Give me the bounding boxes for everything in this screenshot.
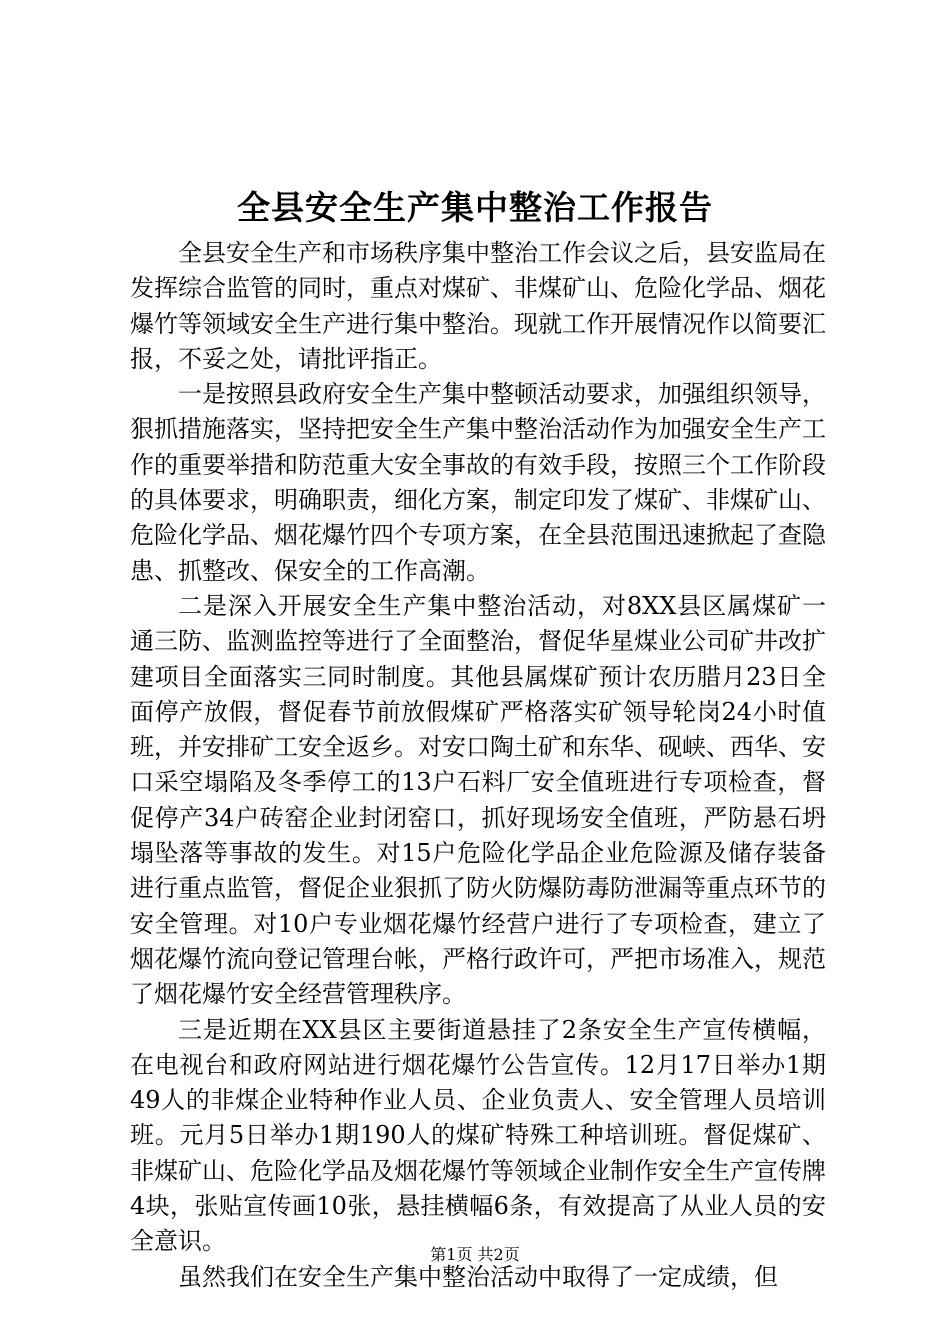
page-footer: 第1页 共2页 — [430, 1245, 520, 1264]
paragraph-continuation: 虽然我们在安全生产集中整治活动中取得了一定成绩，但 — [178, 1262, 778, 1291]
paragraph-intro: 全县安全生产和市场秩序集中整治工作会议之后，县安监局在发挥综合监管的同时，重点对煤矿、非煤矿山、危险化学品、烟花爆竹等领域安全生产进行集中整治。现就工作开展情况作以简要汇报，不妥之处，请批评指正。 — [130, 239, 826, 373]
document-body — [130, 236, 826, 1295]
paragraph-point-one: 一是按照县政府安全生产集中整顿活动要求，加强组织领导，狠抓措施落实，坚持把安全生产集中整治活动作为加强安全生产工作的重要举措和防范重大安全事故的有效手段，按照三个工作阶段的具体要求，明确职责，细化方案，制定印发了煤矿、非煤矿山、危险化学品、烟花爆竹四个专项方案，在全县范围迅速掀起了查隐患、抓整改、保安全的工作高潮。 — [130, 380, 826, 585]
document-title: 全县安全生产集中整治工作报告 — [237, 188, 713, 227]
paragraph-point-two: 二是深入开展安全生产集中整治活动，对8XX县区属煤矿一通三防、监测监控等进行了全面整治，督促华星煤业公司矿井改扩建项目全面落实三同时制度。其他县属煤矿预计农历腊月23日全面停产放假，督促春节前放假煤矿严格落实矿领导轮岗24小时值班，并安排矿工安全返乡。对安口陶土矿和东华、砚峡、西华、安口采空塌陷及冬季停工的13户石料厂安全值班进行专项检查，督促停产34户砖窑企业封闭窑口，抓好现场安全值班，严防悬石坍塌坠落等事故的发生。对15户危险化学品企业危险源及储存装备进行重点监管，督促企业狠抓了防火防爆防毒防泄漏等重点环节的安全管理。对10户专业烟花爆竹经营户进行了专项检查，建立了烟花爆竹流向登记管理台帐，严格行政许可，严把市场准入，规范了烟花爆竹安全经营管理秩序。 — [130, 591, 826, 1009]
paragraph-point-three: 三是近期在XX县区主要街道悬挂了2条安全生产宣传横幅，在电视台和政府网站进行烟花爆竹公告宣传。12月17日举办1期49人的非煤企业特种作业人员、企业负责人、安全管理人员培训班。元月5日举办1期190人的煤矿特殊工种培训班。督促煤矿、非煤矿山、危险化学品及烟花爆竹等领域企业制作安全生产宣传牌4块，张贴宣传画10张，悬挂横幅6条，有效提高了从业人员的安全意识。 — [130, 1015, 826, 1256]
